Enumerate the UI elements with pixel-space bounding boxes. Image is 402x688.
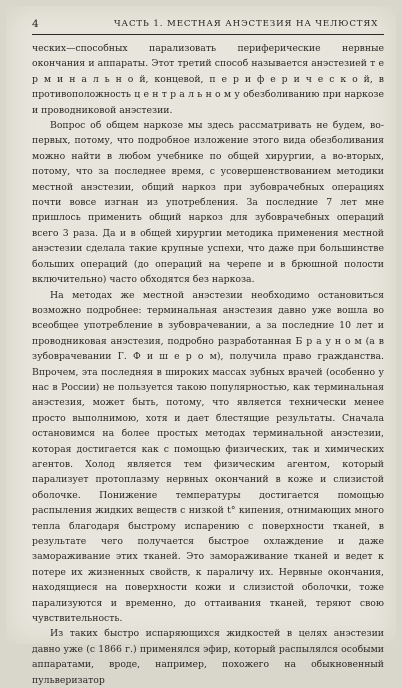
- paragraph-continuation: ческих—способных парализовать периферические нервные окончания и аппараты. Этот третий способ называется анэстезией т е р м и н а л ь н о й, концевой, п е р и ф е р и ч е с к о й, в противоположность ц е н т р а л ь н о м у обезболиванию при наркозе и проводниковой анэстезии.: [32, 43, 384, 116]
- paragraph-local-anesthesia-methods: На методах же местной анэстезии необходимо остановиться возможно подробнее: терминальная анэстезия давно уже вошла во всеобщее употребление в зубоврачевании, а за последние 10 лет и проводниковая анэстезия, подробно разработанная Б р а у н о м (а в зубоврачевании Г. Ф и ш е р о м), получила право гражданства. Впрочем, эта последняя в широких массах зубных врачей (особенно у нас в России) не пользуется такою популярностью, как терминальная анэстезия, может быть, потому, что является технически менее просто выполнимою, хотя и дает блестящие результаты. Сначала остановимся на более простых методах терминальной анэстезии, которая достигается как с помощью физических, так и химических агентов. Холод является тем физическим агентом, который парализует протоплазму нервных окончаний в коже и слизистой оболочке. Понижение температуры достигается помощью распыления жидких веществ с низкой t° кипения, отнимающих много тепла благодаря быстрому испарению с поверхности тканей, в результате чего получается быстрое охлаждение и даже замораживание этих тканей. Это замораживание тканей и ведет к потере их жизненных свойств, к параличу их. Нервные окончания, находящиеся на поверхности кожи и слизистой оболочки, тоже парализуются и временно, до оттаивания тканей, теряют свою чувствительность.: [32, 289, 384, 625]
- running-head: ЧАСТЬ 1. МЕСТНАЯ АНЭСТЕЗИЯ НА ЧЕЛЮСТЯХ: [114, 19, 379, 29]
- page-number: 4: [32, 18, 39, 30]
- body-text: [32, 41, 384, 688]
- page-header: [32, 18, 384, 35]
- paragraph-ether: Из таких быстро испаряющихся жидкостей в целях анэстезии давно уже (с 1866 г.) применялся эфир, который распылялся особыми аппаратами, вроде, например, похожего на обыкновенный пульверизатор: [32, 628, 384, 686]
- paragraph-general-anesthesia: Вопрос об общем наркозе мы здесь рассматривать не будем, во-первых, потому, что подробное изложение этого вида обезболивания можно найти в любом учебнике по общей хирургии, а во-вторых, потому, что за последнее время, с усовершенствованием методики местной анэстезии, общий наркоз при зубоврачебных операциях почти вовсе изгнан из употребления. За последние 7 лет мне пришлось применить общий наркоз для зубоврачебных операций всего 3 раза. Да и в общей хирургии методика применения местной анэстезии сделала такие крупные успехи, что даже при большинстве больших операций (до операций на черепе и в брюшной полости включительно) часто обходятся без наркоза.: [32, 120, 384, 286]
- book-page: [6, 6, 396, 686]
